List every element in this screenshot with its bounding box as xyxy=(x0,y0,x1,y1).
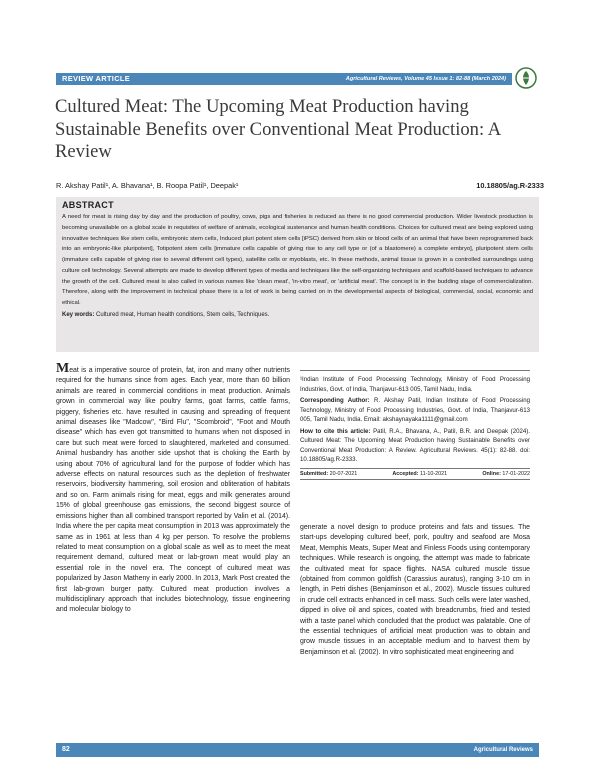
body-text-right: generate a novel design to produce proteins and fats and tissues. The start-ups developing cultured beef, pork, poultry and seafood are Mosa Meat, Memphis Meats, Super Meat and Finless Foods using contemporary techniques. While research is ongoing, the attempt was made to fabricate the cultivated meat for space flights. NASA cultured muscle tissue (obtained from common goldfish (Carassius auratus), ranging 3-10 cm in length, in Petri dishes (Benjaminson et al., 2002). Muscle tissues cultured in crude cell extracts enhanced in cell mass. Such cells were later washed, dipped in olive oil and spices, coated with breadcrumbs, fried and tested with a taste panel which concluded that the product was palatable. One of the essential techniques of artificial meat production was to obtain and grow muscle tissues in an acceptable medium and to harvest them by Benjaminson et al. (2002). In vitro sophisticated meat engineering and xyxy=(300,524,530,656)
keywords-text: Cultured meat, Human health conditions, Stem cells, Techniques. xyxy=(96,311,270,318)
accepted-label: Accepted: xyxy=(392,470,419,477)
journal-reference: Agricultural Reviews, Volume 45 Issue 1: 82-88 (March 2024) xyxy=(345,76,506,82)
body-column-right xyxy=(300,523,530,658)
citation xyxy=(300,427,530,465)
abstract-heading: ABSTRACT xyxy=(62,200,114,210)
page-number: 82 xyxy=(62,746,70,753)
abstract-box xyxy=(56,197,539,352)
online-label: Online: xyxy=(482,470,501,477)
article-header-bar xyxy=(56,73,512,85)
article-title: Cultured Meat: The Upcoming Meat Production having Sustainable Benefits over Conventional Meat Production: A Review xyxy=(55,96,501,162)
article-info-sidebar xyxy=(300,369,530,480)
affiliation: ¹Indian Institute of Food Processing Technology, Ministry of Food Processing Industries, Govt. of India, Thanjavur-613 005, Tamil Nadu, India. xyxy=(300,376,530,393)
doi[interactable]: 10.18805/ag.R-2333 xyxy=(476,181,544,190)
journal-logo-icon xyxy=(514,66,538,90)
keywords xyxy=(62,312,533,318)
corresponding-label: Corresponding Author: xyxy=(300,397,370,404)
submitted-label: Submitted: xyxy=(300,470,329,477)
citation-label: How to cite this article: xyxy=(300,427,371,435)
body-text-left: eat is a imperative source of protein, fat, iron and many other nutrients required for the humans since from ages. Each year, more than 60 billion animals are reared in commercial conditions in meat production. Animals grown in commercial way like poultry farms, goat farms, cattle farms, piggery, fisheries etc. have resulted in causing and spreading of frequent animal diseases like "Madcow", "Bird Flu", "Scombroid", "Foot and Mouth disease" which has even got transmitted to humans when not disposed in care but such meat were forced to slaughtered, marketed and consumed. Animal husbandry has another side upshot that is choking the Earth by using about 70% of agricultural land for the purpose of fodder which has adverse effects on natural resources such as the depletion of freshwater reservoirs, biodiversity hammering, soil erosion and obliteration of habitats and so on. Farm animals rising for meat, eggs and milk generates around 15% of global greenhouse gas emissions, the second biggest source of emissions higher than all combined transport reported by Valin et al. (2014). India where the per capita meat consumption in 2013 was approximately the same as in 1961 at less than 4 kg per person. To resolve the problems related to meat consumption on a global scale as well as to meet the meat requirement demand, cultured meat or lab-grown meat would play an essential role in the novel era. The concept of cultured meat was popularized by Jason Matheny in early 2000. In 2013, Mark Post created the first lab-grown burger patty. Cultured meat production involves a multidisciplinary approach that includes biotechnology, tissue engineering and molecular biology to xyxy=(56,367,290,614)
article-dates xyxy=(300,468,530,480)
submitted-date: Submitted: 20-07-2021 xyxy=(300,470,358,477)
author-list: R. Akshay Patil¹, A. Bhavana¹, B. Roopa Patil¹, Deepak¹ xyxy=(56,181,239,190)
abstract-text: A need for meat is rising day by day and the production of poultry, cows, pigs and fisheries is reduced as there is no good commercial production. Wider livestock production is becoming unavailable on a global scale in requisites of welfare of animals, ecological sustenance and human health conditions. Choices for cultured meat are being explored using innovative techniques like stem cells, embryonic stem cells, Induced pluri potent stem cells [iPSC) derived from skin or blood cells of an animal that have been reprogrammed back into an embryonic-like pluripotent], Totipotent stem cells [immature cells capable of giving rise to any cell type or (of a blastomere) a complete embryo], pluripotent stem cells (immature cells capable of giving rise to several different cell types), satellite cells or myoblasts, etc. In these methods, animal tissue is grown in a controlled surroundings using culture cell technology. Several attempts are made to develop different types of media and techniques like the self-organizing techniques and scaffold-based techniques to advance the growth of the cell. Cultured meat is also called in various names like 'clean meat', 'in-vitro meat', or 'artificial meat'. The concept is in the budding stage of commercialization. Therefore, along with the improvement in technical phase there is a lot of work is being carried on in the developmental aspects of biological, commercial, social, economic and ethical. xyxy=(62,214,533,306)
drop-cap: M xyxy=(56,361,70,376)
divider xyxy=(300,370,530,371)
online-date: Online: 17-01-2022 xyxy=(482,470,530,477)
accepted-date: Accepted: 11-10-2021 xyxy=(392,470,448,477)
citation-text: Patil, R.A., Bhavana, A., Patil, B.R. and Deepak (2024). Cultured Meat: The Upcoming Meat Production having Sustainable Benefits over Conventional Meat Production: A Review. Agricultural Reviews. 45(1): 82-88. doi: 10.18805/ag.R-2333. xyxy=(300,427,530,463)
corresponding-author xyxy=(300,396,530,425)
keywords-label: Key words: xyxy=(62,311,95,318)
corresponding-text: R. Akshay Patil, Indian Institute of Food Processing Technology, Ministry of Food Processing Industries, Govt. of India, Thanjavur-613 005, Tamil Nadu, India. Email: akshaynayaka1111@gmail.com xyxy=(300,397,530,423)
page-footer xyxy=(56,743,539,757)
footer-journal-name: Agricultural Reviews xyxy=(473,747,533,753)
body-column-left xyxy=(56,361,290,616)
section-label: REVIEW ARTICLE xyxy=(62,74,131,83)
